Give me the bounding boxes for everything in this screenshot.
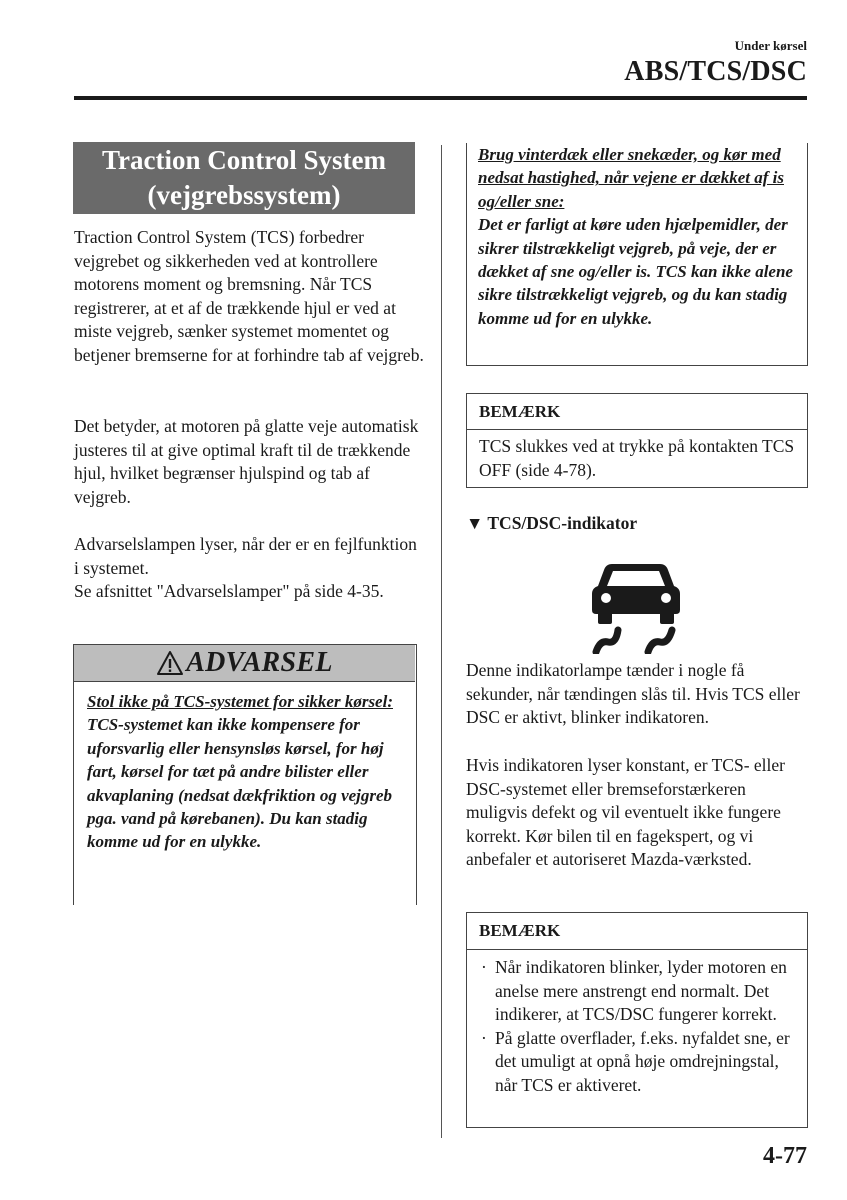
warning-lamp-reference: Se afsnittet "Advarselslamper" på side 4-35. bbox=[74, 581, 384, 602]
note-label: BEMÆRK bbox=[467, 913, 807, 950]
list-item bbox=[481, 1027, 799, 1098]
warning-heading: Stol ikke på TCS-systemet for sikker kørsel: bbox=[87, 692, 393, 711]
note-bullets bbox=[467, 950, 807, 1098]
bullet-text: Når indikatoren blinker, lyder motoren en anelse mere anstrengt end normalt. Det indikerer, at TCS/DSC fungerer korrekt. bbox=[495, 957, 787, 1025]
winter-tires-body: Det er farligt at køre uden hjælpemidler, der sikrer tilstrækkeligt vejgreb, på veje, der er dækket af sne og/eller is. TCS kan ikke alene sikre tilstrækkeligt vejgreb, og du kan stadig komme ud for en ulykke. bbox=[478, 215, 793, 328]
note-label: BEMÆRK bbox=[467, 394, 807, 430]
running-header-section: Under kørsel bbox=[734, 38, 807, 53]
paragraph-tcs-effect: Det betyder, at motoren på glatte veje automatisk justeres til at give optimal kraft til de trækkende hjul, hvilket begrænser hjulspind og tab af vejgreb. bbox=[74, 416, 419, 507]
list-item bbox=[481, 956, 799, 1027]
bullet-dot: · bbox=[481, 957, 487, 977]
winter-tires-heading: Brug vinterdæk eller snekæder, og kør med nedsat hastighed, når vejene er dækket af is og/eller sne: bbox=[478, 145, 784, 211]
section-title-line1: Traction Control System bbox=[102, 145, 386, 175]
page-title: ABS/TCS/DSC bbox=[624, 56, 807, 87]
indicator-subheading: ▼ TCS/DSC-indikator bbox=[466, 513, 638, 533]
bullet-dot: · bbox=[481, 1027, 487, 1048]
paragraph-warning-lamp bbox=[74, 533, 424, 604]
warning-label: ADVARSEL bbox=[186, 647, 333, 678]
header-rule bbox=[74, 96, 807, 100]
warning-header bbox=[74, 645, 415, 682]
paragraph-tcs-intro: Traction Control System (TCS) forbedrer vejgrebet og sikkerheden ved at kontrollere motorens moment og bremsning. Når TCS registrerer, at et af de trækkende hjul er ved at miste vejgreb, sænker systemet momentet og betjener bremserne for at forhindre tab af vejgreb. bbox=[74, 227, 424, 365]
warning-text bbox=[87, 690, 403, 854]
bullet-text: På glatte overflader, f.eks. nyfaldet sne, er det umuligt at opnå høje omdrejningstal, når TCS er aktiveret. bbox=[495, 1027, 790, 1095]
warning-lamp-text: Advarselslampen lyser, når der er en fejlfunktion i systemet. bbox=[74, 534, 417, 578]
section-title-line2: (vejgrebssystem) bbox=[147, 180, 341, 210]
note-box-indicator bbox=[466, 912, 808, 1128]
column-divider bbox=[441, 145, 442, 1138]
warning-body: TCS-systemet kan ikke kompensere for uforsvarlig eller hensynsløs kørsel, for høj fart, kørsel for tæt på andre bilister eller akvaplaning (nedsat dækfriktion og vejgreb pga. vand på kørebanen). Du kan stadig komme ud for en ulykke. bbox=[87, 715, 393, 852]
note-box-tcs-off bbox=[466, 393, 808, 488]
warning-continuation-text bbox=[478, 143, 800, 330]
paragraph-indicator-fault: Hvis indikatoren lyser konstant, er TCS- eller DSC-systemet eller bremseforstærkeren muligvis defekt og vil eventuelt ikke fungere korrekt. Kør bilen til en fagekspert, og vi anbefaler et autoriseret Mazda-værksted. bbox=[466, 755, 785, 870]
page-number: 4-77 bbox=[763, 1143, 807, 1169]
tcs-dsc-skid-car-icon bbox=[588, 558, 684, 654]
paragraph-indicator-startup: Denne indikatorlampe tænder i nogle få sekunder, når tændingen slås til. Hvis TCS eller DSC er aktivt, blinker indikatoren. bbox=[466, 660, 800, 728]
note-text: TCS slukkes ved at trykke på kontakten TCS OFF (side 4-78). bbox=[479, 436, 795, 480]
warning-triangle-icon bbox=[156, 650, 184, 676]
section-title bbox=[73, 142, 415, 214]
